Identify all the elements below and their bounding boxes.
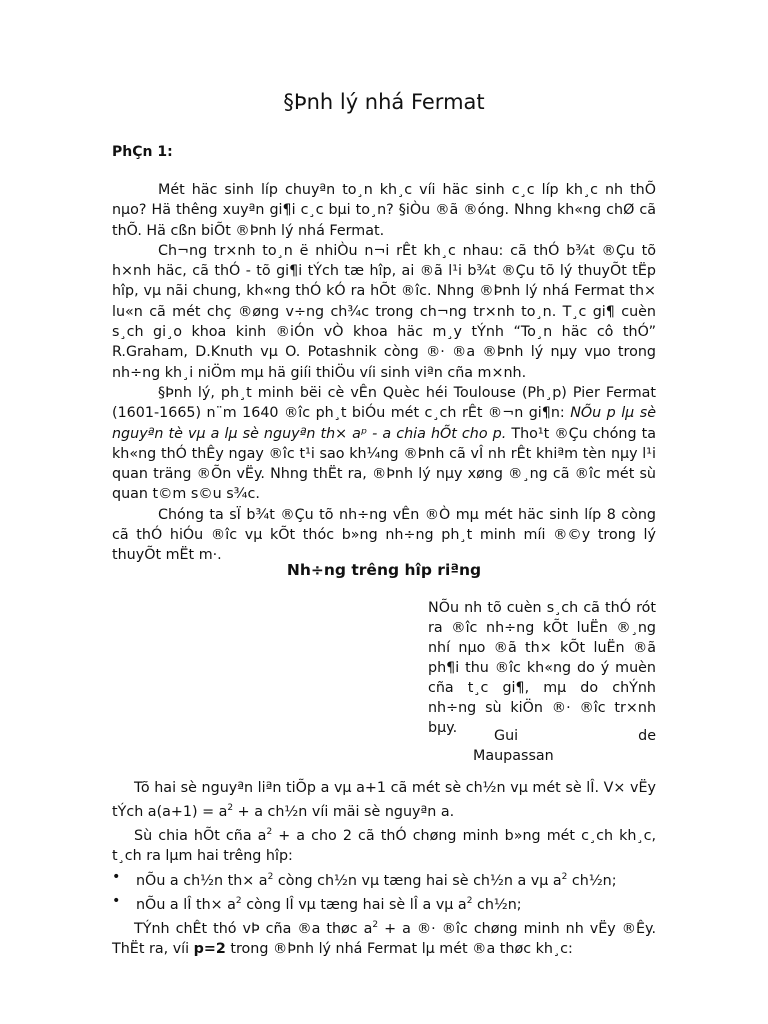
author-last-name: Maupassan [473,748,554,764]
section-title: Nh÷ng trêng hîp riªng [286,561,482,579]
main-text [112,778,656,959]
part-label: PhÇn 1: [112,144,173,160]
bullet-icon: • [112,892,121,909]
paragraph: Ch¬ng tr×nh to¸n ë nhiÒu n¬i rÊt kh¸c nhau: cã thÓ b¾t ®Çu tõ h×nh häc, cã thÓ - tõ gi¶i tÝch tæ hîp, ai ®ã l¹i b¾t ®Çu tõ lý thuyÕt tËp hîp, vµ nãi chung, kh«ng thÓ kÓ ra hÕt ®îc. Nhng ®Þnh lý nhá Fermat th× lu«n cã mét chç ®øng v÷ng ch¾c trong ch¬ng tr×nh to¸n. T¸c gi¶ cuèn s¸ch gi¸o khoa kinh ®iÓn vÒ khoa häc m¸y tÝnh “To¸n häc cô thÓ” R.Graham, D.Knuth vµ O. Potashnik còng ®· ®a ®Þnh lý nµy vµo trong nh÷ng kh¸i niÖm mµ hä giíi thiÖu víi sinh viªn cña m×nh. [112,242,656,381]
author-first-name: Gui [494,728,519,744]
page-title: §Þnh lý nhá Fermat [283,90,485,114]
epigraph-author [428,726,656,766]
paragraph: Sù chia hÕt cña $a^2 + a$ cho 2 cã thÓ chøng minh b»ng mét c¸ch kh¸c, t¸ch ra lµm hai trêng hîp: [112,827,656,865]
epigraph-quote: NÕu nh tõ cuèn s¸ch cã thÓ rót ra ®îc nh÷ng kÕt luËn ®¸ng nhí nµo ®ã th× kÕt luËn ®ã ph¶i thu ®îc kh«ng do ý muèn cña t¸c gi¶, mµ do chÝnh nh÷ng sù kiÖn ®· ®îc tr×nh bµy. [428,600,656,736]
theorem-statement: NÕu p lµ sè nguyªn tè vµ a lµ sè nguyªn th× aᵖ - a chia hÕt cho p. [112,405,656,442]
paragraph: TÝnh chÊt thó vÞ cña ®a thøc $a^2 + a$ ®· ®îc chøng minh nh vËy ®Êy. ThËt ra, víi p=2 trong ®Þnh lý nhá Fermat lµ mét ®a thøc kh¸c: [112,919,656,957]
list-item: • nÕu a ch½n $th\times a^2$ còng ch½n vµ tæng hai sè ch½n a vµ $a^2$ ch½n; [112,868,617,889]
intro-text [112,180,656,566]
theorem-intro: §Þnh lý, ph¸t minh bëi cè vÊn Quèc héi Toulouse (Ph¸p) Pier Fermat (1601-1665) n¨m 1640 ®îc ph¸t biÓu mét c¸ch rÊt ®¬n gi¶n: [112,384,656,422]
paragraph: Tõ hai sè nguyªn liªn tiÕp a vµ a+1 cã mét sè ch½n vµ mét sè lÎ. V× vËy tÝch $a(a+1) = a^2 + a$ ch½n víi mäi sè nguyªn a. [112,780,656,821]
list-item: • nÕu a lÎ $th\times a^2$ còng lÎ vµ tæng hai sè lÎ a vµ $a^2$ ch½n; [112,892,522,913]
case-list [112,867,656,915]
paragraph: Mét häc sinh líp chuyªn to¸n kh¸c víi häc sinh c¸c líp kh¸c nh thÕ nµo? Hä thêng xuyªn gi¶i c¸c bµi to¸n? §iÒu ®ã ®óng. Nhng kh«ng chØ cã thÕ. Hä cßn biÕt ®Þnh lý nhá Fermat. [112,182,656,239]
paragraph-theorem [112,383,656,505]
theorem-comment: Tho¹t ®Çu chóng ta kh«ng thÓ thÊy ngay ®îc t¹i sao kh¼ng ®Þnh cã vÎ nh rÊt khiªm tèn nµy l¹i quan träng ®Õn vËy. Nhng thËt ra, ®Þnh lý nµy xøng ®¸ng cã ®îc mét sù quan t©m s©u s¾c. [112,425,656,503]
bullet-icon: • [112,868,121,885]
author-particle: de [638,728,656,744]
paragraph: Chóng ta sÏ b¾t ®Çu tõ nh÷ng vÊn ®Ò mµ mét häc sinh líp 8 còng cã thÓ hiÓu ®îc vµ kÕt thóc b»ng nh÷ng ph¸t minh míi ®©y trong lý thuyÕt mËt m·. [112,506,656,564]
